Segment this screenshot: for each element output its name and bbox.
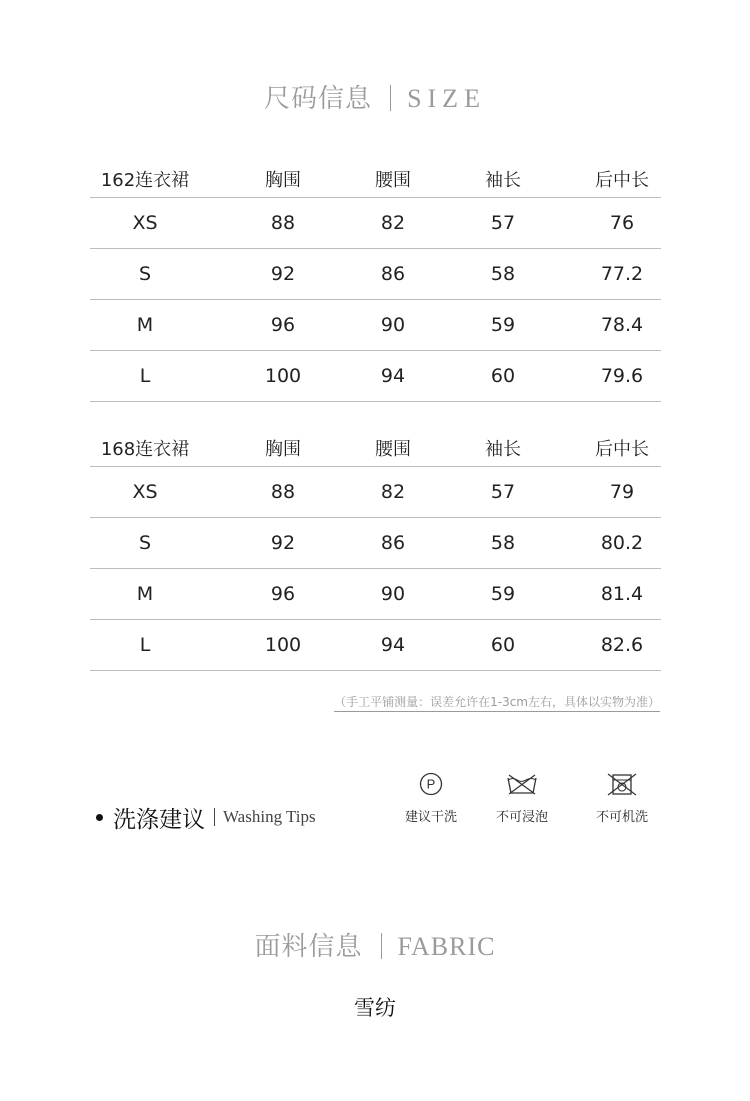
table-header-cell: 腰围 <box>375 170 411 191</box>
bullet-dot <box>96 814 103 821</box>
measurement-cell: 57 <box>490 212 516 234</box>
washing-tips-heading <box>96 800 316 834</box>
size-table-162 <box>90 165 661 402</box>
size-label-cell: XS <box>132 212 158 234</box>
washing-title-zh: 洗涤建议 <box>113 806 205 833</box>
measurement-cell: 90 <box>380 314 406 336</box>
table-row <box>90 351 661 402</box>
table-header-cell: 168连衣裙 <box>100 439 190 460</box>
size-label-cell: S <box>138 263 152 285</box>
measurement-cell: 94 <box>380 365 406 387</box>
care-label-no-soak: 不可浸泡 <box>495 810 548 825</box>
measurement-cell: 59 <box>490 314 516 336</box>
table-header-row <box>90 434 661 467</box>
measurement-cell: 100 <box>264 365 302 387</box>
table-row <box>90 569 661 620</box>
fabric-value: 雪纺 <box>354 996 396 1020</box>
table-row <box>90 518 661 569</box>
table-header-cell: 腰围 <box>375 439 411 460</box>
table-row <box>90 249 661 300</box>
measurement-cell: 60 <box>490 634 516 656</box>
measurement-cell: 88 <box>270 212 296 234</box>
measurement-cell: 90 <box>380 583 406 605</box>
table-header-cell: 胸围 <box>265 170 301 191</box>
measurement-cell: 78.4 <box>600 314 644 336</box>
size-label-cell: XS <box>132 481 158 503</box>
care-item-no-machine-wash <box>577 772 667 825</box>
measurement-cell: 79.6 <box>600 365 644 387</box>
table-header-cell: 162连衣裙 <box>100 170 190 191</box>
table-row <box>90 620 661 671</box>
size-table-168 <box>90 434 661 671</box>
care-item-dry-clean <box>386 772 476 825</box>
size-label-cell: L <box>139 365 151 387</box>
title-divider <box>390 85 391 111</box>
table-header-cell: 袖长 <box>485 439 521 460</box>
size-title-zh: 尺码信息 <box>264 84 373 114</box>
size-title-en: SIZE <box>407 84 486 113</box>
size-label-cell: S <box>138 532 152 554</box>
measurement-cell: 86 <box>380 532 406 554</box>
table-header-cell: 袖长 <box>485 170 521 191</box>
title-divider <box>381 933 382 959</box>
measurement-cell: 80.2 <box>600 532 644 554</box>
table-header-cell: 后中长 <box>595 439 649 460</box>
care-label-no-machine-wash: 不可机洗 <box>595 810 648 825</box>
measurement-cell: 100 <box>264 634 302 656</box>
svg-text:P: P <box>426 776 436 792</box>
measurement-cell: 92 <box>270 263 296 285</box>
measurement-cell: 76 <box>609 212 635 234</box>
table-row <box>90 198 661 249</box>
measurement-cell: 88 <box>270 481 296 503</box>
measurement-cell: 92 <box>270 532 296 554</box>
measurement-cell: 96 <box>270 314 296 336</box>
measurement-cell: 86 <box>380 263 406 285</box>
measurement-cell: 58 <box>490 532 516 554</box>
fabric-title-zh: 面料信息 <box>254 932 363 962</box>
table-header-row <box>90 165 661 198</box>
measurement-cell: 94 <box>380 634 406 656</box>
no-soak-icon <box>505 772 539 796</box>
measurement-cell: 58 <box>490 263 516 285</box>
table-header-cell: 后中长 <box>595 170 649 191</box>
dry-clean-icon <box>419 772 443 796</box>
measurement-cell: 77.2 <box>600 263 644 285</box>
size-label-cell: M <box>136 583 154 605</box>
size-label-cell: L <box>139 634 151 656</box>
measurement-cell: 60 <box>490 365 516 387</box>
measurement-cell: 82.6 <box>600 634 644 656</box>
care-item-no-soak <box>477 772 567 825</box>
size-label-cell: M <box>136 314 154 336</box>
no-machine-wash-icon <box>605 772 639 796</box>
size-section-title <box>0 78 750 115</box>
measurement-cell: 57 <box>490 481 516 503</box>
fabric-section-title <box>0 926 750 963</box>
measurement-cell: 96 <box>270 583 296 605</box>
measurement-cell: 82 <box>380 481 406 503</box>
measurement-cell: 82 <box>380 212 406 234</box>
measurement-cell: 59 <box>490 583 516 605</box>
washing-title-en: Washing Tips <box>223 807 316 826</box>
care-label-dry-clean: 建议干洗 <box>404 810 457 825</box>
table-row <box>90 300 661 351</box>
fabric-title-en: FABRIC <box>397 932 496 961</box>
table-header-cell: 胸围 <box>265 439 301 460</box>
table-row <box>90 467 661 518</box>
measurement-note: （手工平铺测量：误差允许在1-3cm左右，具体以实物为准） <box>334 693 660 712</box>
measurement-cell: 81.4 <box>600 583 644 605</box>
measurement-cell: 79 <box>609 481 635 503</box>
washing-divider <box>214 808 215 826</box>
